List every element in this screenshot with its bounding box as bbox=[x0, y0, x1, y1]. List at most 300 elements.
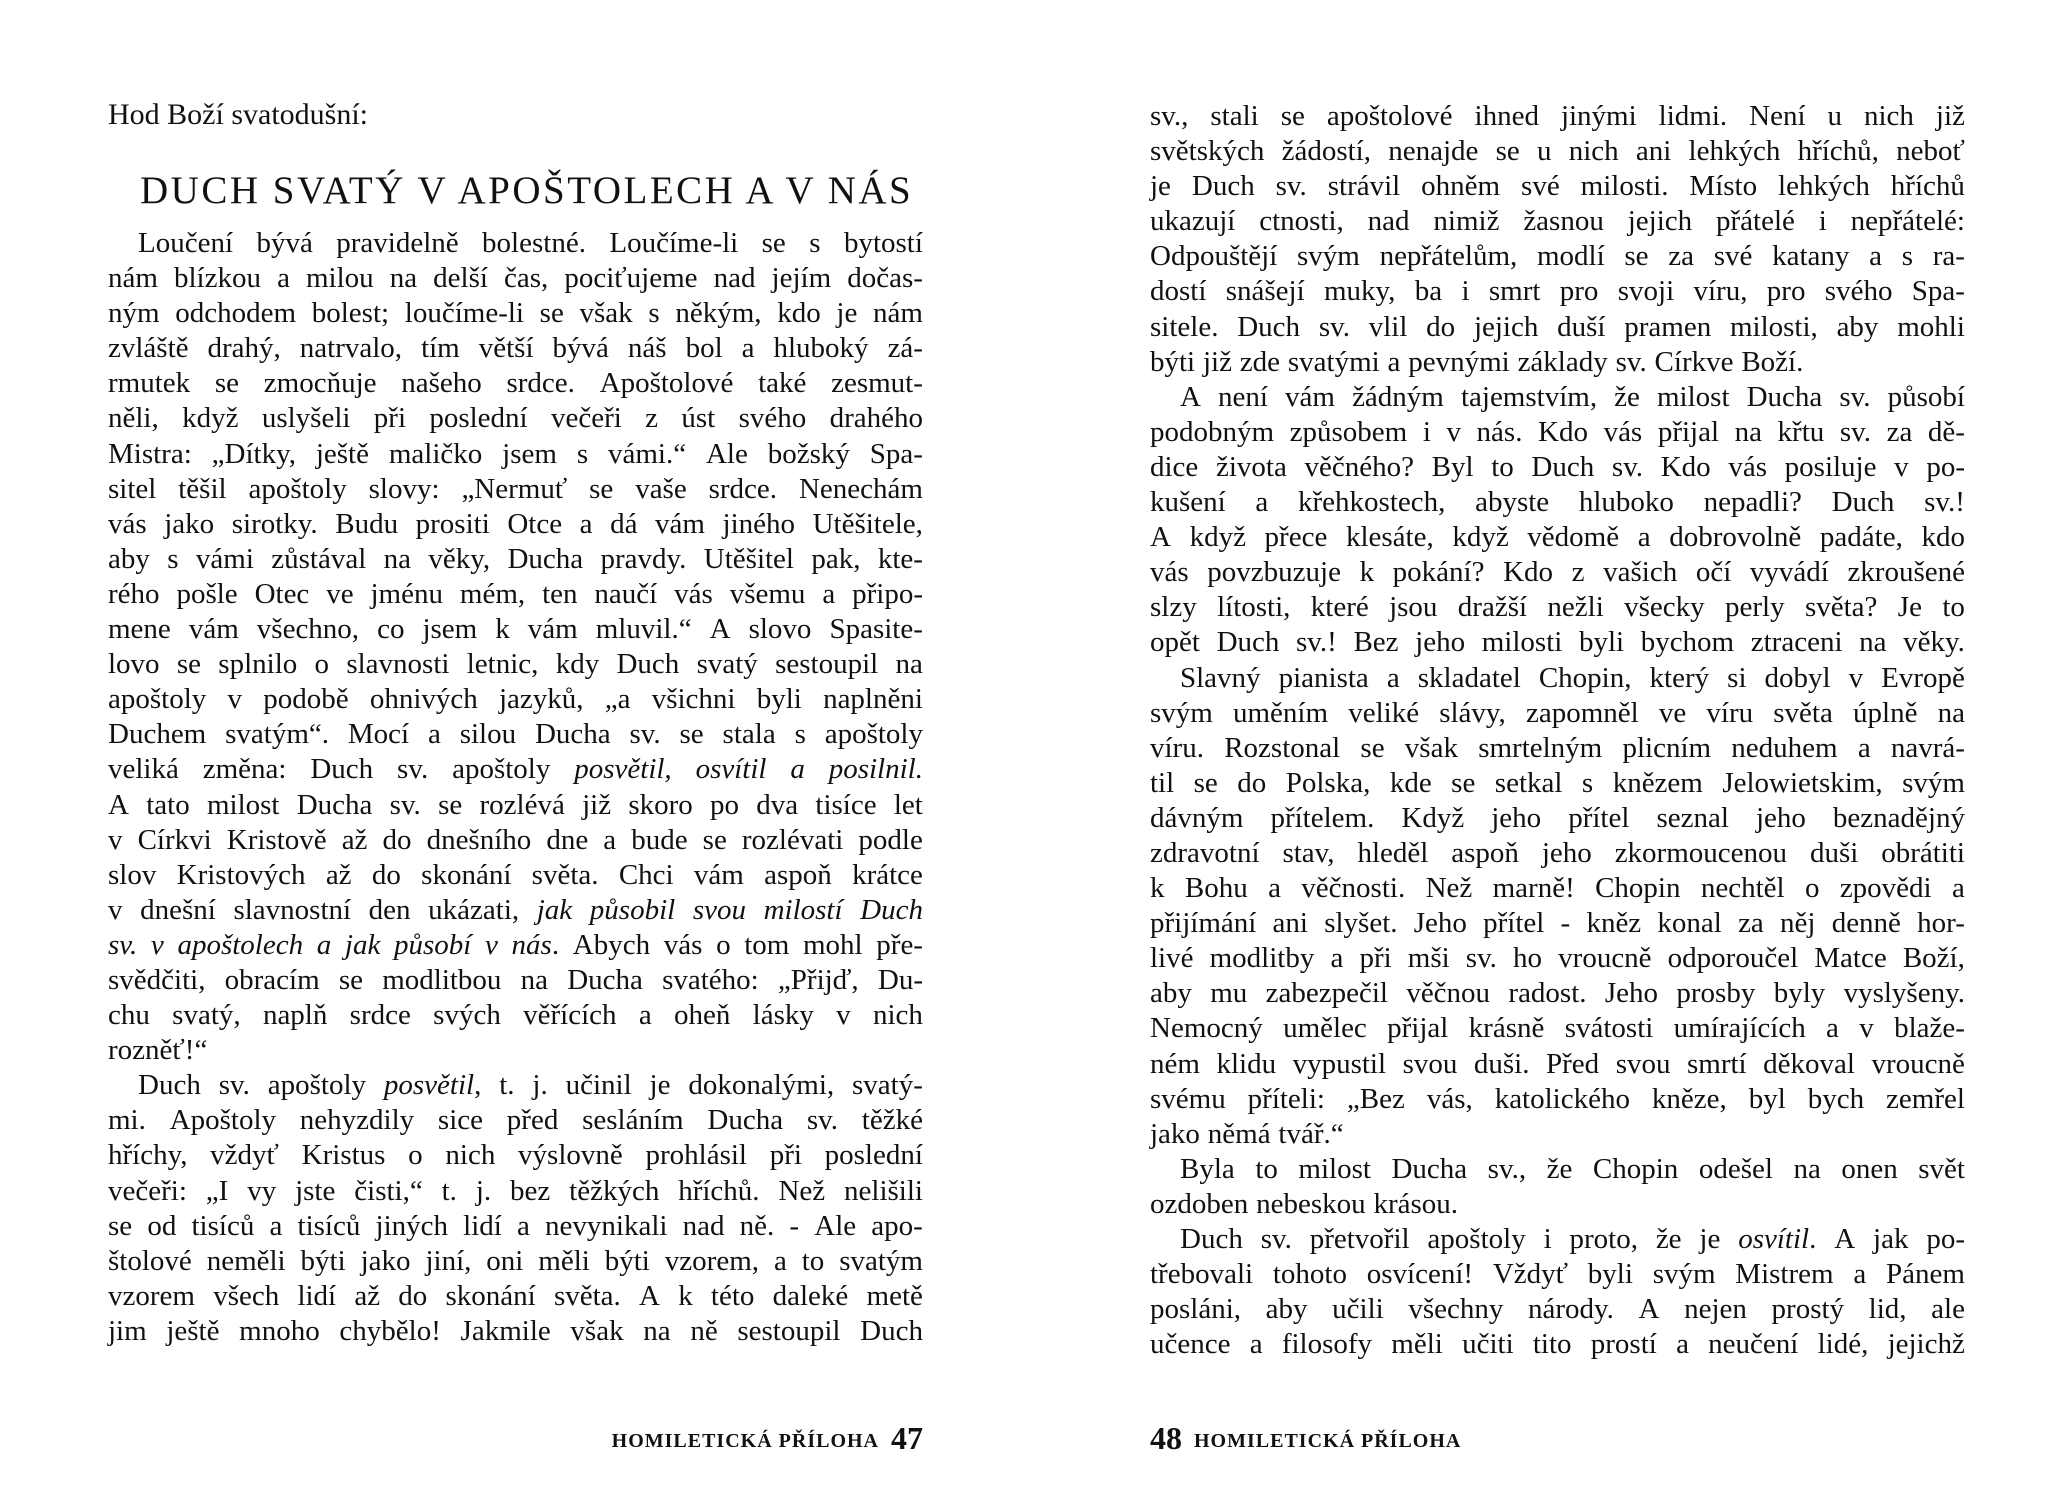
word: milosti, bbox=[1729, 310, 1818, 343]
word: vás bbox=[674, 577, 713, 610]
word: bolestné. bbox=[482, 227, 586, 259]
word: podle bbox=[858, 823, 923, 856]
word: však bbox=[1404, 731, 1458, 764]
word: podobě bbox=[263, 683, 349, 716]
word: lovo bbox=[108, 648, 160, 681]
word: když bbox=[1189, 521, 1246, 554]
word: Jeho bbox=[1413, 907, 1467, 940]
word: o bbox=[408, 1139, 423, 1172]
word: při bbox=[1359, 942, 1392, 975]
word: tohoto bbox=[1272, 1258, 1347, 1291]
word: a bbox=[517, 1209, 530, 1242]
word: zapomněl bbox=[1525, 696, 1639, 729]
text-line bbox=[108, 1174, 923, 1209]
word: aspoň bbox=[1451, 836, 1519, 869]
word: čisti,“ bbox=[354, 1174, 423, 1207]
word: svým bbox=[1902, 766, 1965, 799]
word: pře- bbox=[876, 928, 923, 961]
word: těžkých bbox=[569, 1174, 660, 1207]
word: je bbox=[649, 1069, 671, 1102]
word: nelišili bbox=[844, 1174, 923, 1207]
section-kicker: Hod Boží svatodušní: bbox=[108, 98, 368, 131]
word: ten bbox=[542, 577, 578, 610]
word: zůstával bbox=[271, 542, 367, 575]
word: apo- bbox=[871, 1209, 923, 1242]
word: pak, bbox=[811, 542, 861, 575]
word: a bbox=[1826, 1012, 1839, 1045]
word: a bbox=[773, 1244, 787, 1277]
word: vlil bbox=[1368, 310, 1408, 343]
word: ještě bbox=[166, 1314, 220, 1347]
word: A bbox=[709, 613, 731, 646]
word: býti bbox=[300, 1244, 346, 1277]
word: v bbox=[227, 683, 242, 716]
word: Bez bbox=[1353, 626, 1399, 659]
word: svým bbox=[1150, 696, 1213, 729]
word: metě bbox=[866, 1279, 923, 1312]
word: působí bbox=[1887, 380, 1965, 413]
word: radost. bbox=[1508, 977, 1587, 1010]
word: kněz bbox=[1586, 907, 1642, 940]
word: posiluje bbox=[1784, 450, 1877, 483]
word: světa. bbox=[553, 1279, 621, 1312]
word: oheň bbox=[673, 999, 731, 1032]
word: přijímání bbox=[1150, 907, 1257, 940]
word: jeho bbox=[1541, 836, 1592, 869]
word: osvícení! bbox=[1366, 1258, 1474, 1291]
text-line bbox=[1150, 520, 1965, 555]
word: světa? bbox=[1804, 591, 1878, 624]
word: A bbox=[1834, 1223, 1856, 1255]
word: tisíců bbox=[297, 1209, 361, 1242]
word: ale bbox=[1931, 1293, 1965, 1326]
word: jim bbox=[108, 1314, 147, 1347]
word: něj bbox=[1780, 907, 1816, 940]
word: a bbox=[1255, 486, 1269, 519]
text-line bbox=[108, 296, 923, 331]
word: věřících bbox=[523, 999, 617, 1032]
word: sv. bbox=[389, 788, 421, 821]
word: proto, bbox=[1569, 1223, 1638, 1255]
word: skladatel bbox=[1417, 661, 1521, 694]
word: smrtí bbox=[1687, 1047, 1747, 1080]
word: učinil bbox=[565, 1069, 632, 1102]
word: milosti bbox=[1481, 626, 1563, 659]
word: když bbox=[182, 402, 239, 435]
text-line bbox=[1150, 1187, 1965, 1222]
word: pro bbox=[1766, 275, 1806, 308]
word: žasnou bbox=[1523, 205, 1604, 238]
word: přijal bbox=[1387, 1012, 1449, 1045]
word: ně bbox=[690, 1314, 718, 1347]
word: Otec bbox=[254, 577, 310, 610]
word: Duch bbox=[1216, 626, 1280, 659]
word: nechtěl bbox=[1700, 872, 1785, 905]
word: se bbox=[679, 718, 704, 751]
word: drahý, bbox=[207, 332, 281, 365]
word: dne bbox=[546, 823, 589, 856]
word: nepadli? bbox=[1703, 486, 1802, 519]
word: Není bbox=[1749, 100, 1806, 132]
word: zabezpečil bbox=[1265, 977, 1388, 1010]
word: všichni bbox=[651, 683, 736, 716]
word: Ducha bbox=[567, 963, 643, 996]
word: smrt bbox=[1488, 275, 1541, 308]
word: na bbox=[389, 262, 418, 295]
word: apoštoly bbox=[248, 472, 347, 505]
text-line bbox=[108, 226, 923, 261]
word: slzy bbox=[1150, 591, 1197, 624]
word: beznadějný bbox=[1832, 801, 1965, 834]
word: obracím bbox=[224, 963, 320, 996]
word: sv. bbox=[1839, 380, 1871, 413]
word: ve bbox=[326, 577, 354, 610]
word: „Přijď, bbox=[777, 963, 859, 996]
word: Spasite- bbox=[829, 613, 923, 646]
word: Jelowietskim, bbox=[1722, 766, 1883, 799]
word: večeři: bbox=[108, 1174, 187, 1207]
word: nimiž bbox=[1433, 205, 1500, 238]
word: posilnil. bbox=[828, 753, 923, 786]
word: mohli bbox=[1897, 310, 1965, 343]
word: našeho bbox=[401, 367, 482, 400]
word: bez bbox=[510, 1174, 551, 1207]
word: lidí bbox=[297, 1279, 337, 1312]
word: a bbox=[579, 507, 593, 540]
word: však bbox=[570, 1314, 624, 1347]
word: vámi bbox=[195, 542, 254, 575]
word: tom bbox=[744, 928, 790, 961]
word: kde bbox=[1389, 766, 1432, 799]
word: který bbox=[1649, 661, 1710, 694]
word: jiného bbox=[722, 507, 796, 540]
text-line bbox=[108, 788, 923, 823]
word: na bbox=[1859, 626, 1887, 659]
word: pravdy. bbox=[600, 542, 687, 575]
word: sirotky. bbox=[231, 507, 318, 540]
word: nad bbox=[713, 262, 756, 295]
word: vroucně bbox=[1871, 1047, 1965, 1080]
word: pošle bbox=[176, 577, 238, 610]
word: se bbox=[438, 788, 463, 821]
word: vašich bbox=[1603, 556, 1678, 589]
word: bude bbox=[631, 823, 688, 856]
word: silou bbox=[459, 718, 517, 751]
word: na bbox=[520, 963, 548, 996]
word: z bbox=[1571, 556, 1585, 589]
word: Než bbox=[778, 1174, 826, 1207]
word: smrtelným bbox=[1478, 731, 1603, 764]
word: až bbox=[341, 823, 368, 856]
word: mu bbox=[1210, 977, 1248, 1010]
word: Kdo bbox=[1538, 415, 1588, 448]
word: sv. bbox=[1465, 942, 1497, 975]
word: ným bbox=[108, 297, 160, 330]
word: jsou bbox=[1389, 591, 1438, 624]
word: příteli: bbox=[1247, 1082, 1325, 1115]
word: základy bbox=[1517, 345, 1608, 378]
word: vás bbox=[663, 928, 703, 961]
word: lehkých bbox=[1688, 135, 1781, 168]
word: se bbox=[1280, 100, 1305, 132]
word: mnoho bbox=[239, 1314, 320, 1347]
word: nám bbox=[873, 297, 923, 330]
word: přijal bbox=[1657, 415, 1720, 448]
word: skonání bbox=[421, 858, 512, 891]
word: Než bbox=[1425, 872, 1473, 905]
word: všecky bbox=[1624, 591, 1705, 624]
word: že bbox=[1614, 380, 1640, 413]
word: tvář.“ bbox=[1278, 1117, 1344, 1150]
word: „Nermuť bbox=[461, 472, 568, 505]
word: sice bbox=[437, 1104, 484, 1137]
word: k bbox=[678, 1279, 693, 1312]
word: t. bbox=[499, 1069, 515, 1102]
word: lidmi. bbox=[1658, 100, 1728, 132]
word: milou bbox=[306, 262, 374, 295]
word: se bbox=[1360, 731, 1385, 764]
word: přetvořil bbox=[1309, 1223, 1410, 1255]
body-text bbox=[1150, 99, 1965, 1362]
word: svou bbox=[1615, 1047, 1671, 1080]
word: j. bbox=[532, 1069, 548, 1102]
word: ani bbox=[1635, 135, 1672, 168]
word: tato bbox=[146, 788, 190, 821]
word: z bbox=[645, 402, 659, 435]
word: modlitbou bbox=[382, 963, 502, 996]
word: u bbox=[1537, 135, 1552, 168]
word: víru bbox=[1706, 696, 1754, 729]
word: knězem bbox=[1612, 766, 1703, 799]
word: dobrovolně bbox=[1669, 521, 1802, 554]
word: slov bbox=[108, 858, 157, 891]
word: těžké bbox=[861, 1104, 923, 1137]
word: veliká bbox=[108, 753, 179, 786]
word: Ducha bbox=[707, 1104, 784, 1137]
word: ra- bbox=[1932, 240, 1965, 273]
word: Kdo bbox=[1503, 556, 1554, 589]
word: pociťujeme bbox=[564, 262, 698, 295]
word: měli bbox=[1391, 1328, 1443, 1361]
word: s bbox=[809, 227, 821, 259]
word: své bbox=[1521, 170, 1560, 203]
word: bol bbox=[685, 332, 723, 365]
word: se bbox=[108, 1209, 133, 1242]
word: perly bbox=[1725, 591, 1785, 624]
word: Odpouštějí bbox=[1150, 240, 1278, 273]
word: Kristus bbox=[301, 1139, 386, 1172]
word: krásně bbox=[1468, 1012, 1545, 1045]
text-line bbox=[1150, 239, 1965, 274]
word: světa. bbox=[531, 858, 599, 891]
word: sv. bbox=[1318, 310, 1350, 343]
word: slávy, bbox=[1439, 696, 1506, 729]
word: děkoval bbox=[1763, 1047, 1855, 1080]
text-line bbox=[108, 612, 923, 647]
word: svatý- bbox=[852, 1069, 923, 1102]
word: je bbox=[836, 297, 858, 330]
page-footer bbox=[612, 1420, 923, 1457]
word: Církve bbox=[1654, 345, 1734, 378]
word: učiti bbox=[1462, 1328, 1514, 1361]
word: modlitby bbox=[1209, 942, 1315, 975]
word: zpovědi bbox=[1839, 872, 1932, 905]
word: slavnostní bbox=[233, 893, 352, 926]
word: do bbox=[1426, 310, 1456, 343]
word: Když bbox=[1401, 801, 1465, 834]
word: na bbox=[1734, 415, 1762, 448]
word: naučí bbox=[594, 577, 658, 610]
word: a bbox=[1857, 731, 1871, 764]
word: skoro bbox=[628, 788, 693, 821]
word: lásky bbox=[752, 999, 814, 1032]
word: A bbox=[108, 788, 129, 821]
word: ještě bbox=[315, 437, 369, 470]
word: hříchů. bbox=[678, 1174, 760, 1207]
word: katolického bbox=[1494, 1082, 1630, 1115]
word: duši. bbox=[1473, 1047, 1530, 1080]
word: to bbox=[1255, 1152, 1278, 1185]
word: víru, bbox=[1693, 275, 1748, 308]
word: sv., bbox=[1487, 1152, 1527, 1185]
word: nežli bbox=[1547, 591, 1604, 624]
word: božský bbox=[767, 437, 850, 470]
word: svatý, bbox=[172, 999, 241, 1032]
word: „I bbox=[205, 1174, 229, 1207]
word: srdce. bbox=[708, 472, 778, 505]
word: vás bbox=[1728, 450, 1767, 483]
word: pianista bbox=[1278, 661, 1369, 694]
text-line bbox=[108, 717, 923, 752]
word: Slavný bbox=[1180, 661, 1261, 694]
word: nepřátelé: bbox=[1850, 205, 1965, 238]
word: stali bbox=[1210, 100, 1259, 132]
word: a bbox=[427, 718, 441, 751]
page-number: 48 bbox=[1150, 1420, 1182, 1456]
text-line bbox=[108, 1068, 923, 1103]
word: za bbox=[1738, 907, 1764, 940]
word: svého bbox=[738, 402, 807, 435]
word: sv. bbox=[218, 1069, 250, 1102]
word: zkormoucenou bbox=[1614, 836, 1788, 869]
word: milost bbox=[206, 788, 280, 821]
word: Ducha bbox=[534, 718, 611, 751]
word: býti bbox=[604, 1244, 650, 1277]
word: sv. bbox=[108, 928, 138, 961]
word: přece bbox=[1264, 521, 1328, 554]
word: bych bbox=[1807, 1082, 1865, 1115]
word: žádným bbox=[1352, 380, 1444, 413]
word: jiných bbox=[375, 1209, 449, 1242]
word: Ale bbox=[705, 437, 748, 470]
word: jménu bbox=[370, 577, 443, 610]
word: Nemocný bbox=[1150, 1012, 1263, 1045]
text-line bbox=[108, 261, 923, 296]
word: apoštolové bbox=[1326, 100, 1453, 132]
word: Duch bbox=[1831, 486, 1895, 519]
text-line bbox=[108, 1033, 923, 1068]
word: apoštoly bbox=[452, 753, 551, 786]
word: vyvádí bbox=[1749, 556, 1829, 589]
word: „Bez bbox=[1346, 1082, 1405, 1115]
word: svědčiti, bbox=[108, 963, 206, 996]
word: se bbox=[761, 227, 786, 259]
word: věky, bbox=[428, 542, 491, 575]
word: výslovně bbox=[518, 1139, 623, 1172]
word: třebovali bbox=[1150, 1258, 1254, 1291]
word: neučení bbox=[1708, 1328, 1799, 1361]
text-line bbox=[1150, 731, 1965, 766]
word: Nenechám bbox=[798, 472, 923, 505]
word: svátosti bbox=[1564, 1012, 1654, 1045]
word: změna: bbox=[202, 753, 287, 786]
word: Polska, bbox=[1285, 766, 1371, 799]
word: nich bbox=[445, 1139, 496, 1172]
word: večeři bbox=[550, 402, 622, 435]
word: sv.! bbox=[1296, 626, 1337, 659]
word: na bbox=[1937, 696, 1965, 729]
word: hříchy, bbox=[108, 1139, 188, 1172]
word: svou bbox=[692, 893, 746, 926]
word: ihned bbox=[1474, 100, 1539, 132]
word: Duch bbox=[860, 893, 923, 926]
word: jak bbox=[536, 893, 573, 926]
word: A bbox=[639, 1279, 660, 1312]
word: milosti. bbox=[1580, 170, 1669, 203]
word: vám bbox=[1285, 380, 1335, 413]
word: Místo bbox=[1689, 170, 1758, 203]
word: to bbox=[1491, 450, 1514, 483]
word: denně bbox=[1831, 907, 1901, 940]
word: Duch bbox=[310, 753, 374, 786]
word: Duch bbox=[1180, 1223, 1243, 1255]
word: prostí bbox=[1590, 1328, 1657, 1361]
word: po- bbox=[1926, 450, 1965, 483]
word: jeho bbox=[1415, 626, 1466, 659]
text-line bbox=[108, 401, 923, 436]
word: odešel bbox=[1698, 1152, 1773, 1185]
word: muky, bbox=[1324, 275, 1396, 308]
body-text bbox=[108, 226, 923, 1349]
word: nich bbox=[872, 999, 923, 1032]
word: prohlásil bbox=[645, 1139, 747, 1172]
word: klidu bbox=[1216, 1047, 1277, 1080]
word: lidí bbox=[463, 1209, 502, 1242]
word: Je bbox=[1897, 591, 1922, 624]
word: před bbox=[506, 1104, 559, 1137]
word: j. bbox=[475, 1174, 492, 1207]
word: nás. bbox=[1476, 415, 1523, 448]
word: když bbox=[1452, 521, 1509, 554]
word: slavnosti bbox=[346, 648, 450, 681]
word: Duchem bbox=[108, 718, 207, 751]
word: rozněť!“ bbox=[108, 1034, 208, 1067]
word: zdravotní bbox=[1150, 836, 1260, 869]
word: tito bbox=[1532, 1328, 1572, 1361]
word: víru. bbox=[1150, 731, 1204, 764]
word: křehkostech, bbox=[1298, 486, 1446, 519]
text-line bbox=[1150, 1082, 1965, 1117]
word: nich bbox=[1568, 135, 1619, 168]
word: přítel bbox=[1483, 907, 1545, 940]
word: vaše bbox=[635, 472, 687, 505]
word: seznal bbox=[1656, 801, 1729, 834]
word: a bbox=[822, 577, 836, 610]
word: bytostí bbox=[843, 227, 923, 259]
word: a bbox=[638, 999, 652, 1032]
word: Chci bbox=[618, 858, 674, 891]
word: vás bbox=[1603, 415, 1643, 448]
